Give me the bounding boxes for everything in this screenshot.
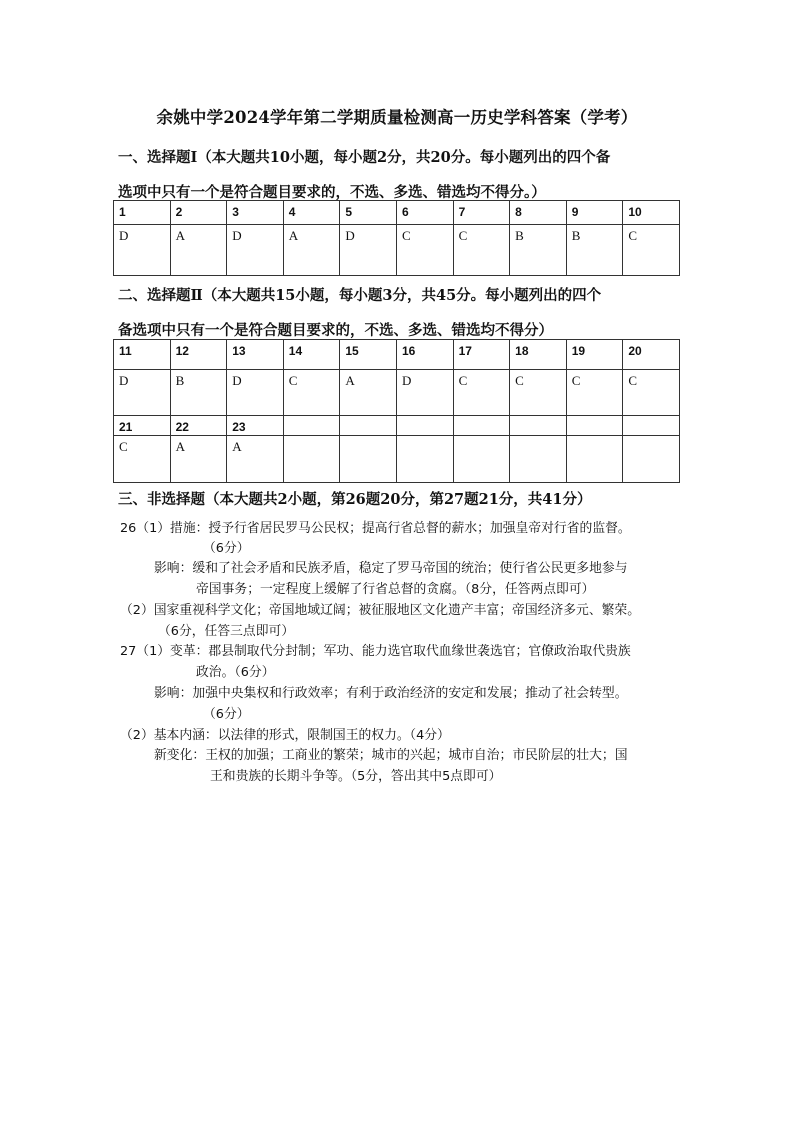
answer-cell: A bbox=[340, 370, 397, 416]
section2-line2: 备选项中只有一个是符合题目要求的，不选、多选、错选均不得分） bbox=[118, 322, 553, 339]
empty-cell bbox=[566, 436, 623, 483]
section3-heading: 三、非选择题（本大题共2小题，第26题20分，第27题21分，共41分） bbox=[118, 491, 592, 508]
question-number: 20 bbox=[623, 340, 680, 370]
answer-cell: C bbox=[623, 225, 680, 276]
question-number: 6 bbox=[396, 201, 453, 225]
question-number: 9 bbox=[566, 201, 623, 225]
empty-cell bbox=[623, 416, 680, 436]
question-number: 22 bbox=[170, 416, 227, 436]
empty-cell bbox=[566, 416, 623, 436]
question-number: 7 bbox=[453, 201, 510, 225]
question-number: 10 bbox=[623, 201, 680, 225]
answer-line-27-2: （2）基本内涵：以法律的形式，限制国王的权力。（4分） bbox=[120, 728, 450, 743]
answer-cell: B bbox=[566, 225, 623, 276]
answer-cell: D bbox=[340, 225, 397, 276]
answer-cell: A bbox=[170, 436, 227, 483]
answer-cell: D bbox=[227, 225, 284, 276]
empty-cell bbox=[340, 416, 397, 436]
section1-line2: 选项中只有一个是符合题目要求的，不选、多选、错选均不得分。） bbox=[118, 184, 546, 201]
question-number: 18 bbox=[510, 340, 567, 370]
answer-line-27-1: 27（1）变革：郡县制取代分封制；军功、能力选官取代血缘世袭选官；官僚政治取代贵族 bbox=[120, 644, 631, 659]
page-title: 余姚中学2024学年第二学期质量检测高一历史学科答案（学考） bbox=[156, 108, 638, 127]
section1-line1: 一、选择题Ⅰ（本大题共10小题，每小题2分，共20分。每小题列出的四个备 bbox=[118, 149, 611, 166]
answer-line-26-1-score: （6分） bbox=[203, 541, 250, 556]
answer-cell: A bbox=[227, 436, 284, 483]
empty-cell bbox=[510, 436, 567, 483]
empty-cell bbox=[453, 436, 510, 483]
answer-cell: B bbox=[510, 225, 567, 276]
question-number: 15 bbox=[340, 340, 397, 370]
answer-cell: A bbox=[170, 225, 227, 276]
answer-line-26-1: 26（1）措施：授予行省居民罗马公民权；提高行省总督的薪水；加强皇帝对行省的监督。 bbox=[120, 521, 631, 536]
answer-line-26-2-score: （6分，任答三点即可） bbox=[158, 624, 295, 639]
answer-line-27-2-changes-cont: 王和贵族的长期斗争等。（5分，答出其中5点即可） bbox=[210, 769, 502, 784]
empty-cell bbox=[340, 436, 397, 483]
question-number: 11 bbox=[114, 340, 171, 370]
answer-cell: C bbox=[623, 370, 680, 416]
question-number: 12 bbox=[170, 340, 227, 370]
answer-line-27-2-changes: 新变化：王权的加强；工商业的繁荣；城市的兴起；城市自治；市民阶层的壮大；国 bbox=[154, 748, 628, 763]
answer-cell: D bbox=[396, 370, 453, 416]
question-number: 14 bbox=[283, 340, 340, 370]
empty-cell bbox=[283, 436, 340, 483]
section1-instructions bbox=[118, 146, 698, 202]
section2-line1: 二、选择题Ⅱ（本大题共15小题，每小题3分，共45分。每小题列出的四个 bbox=[118, 287, 602, 304]
question-number: 13 bbox=[227, 340, 284, 370]
answer-line-27-1-cont: 政治。（6分） bbox=[196, 665, 275, 680]
question-number: 21 bbox=[114, 416, 171, 436]
question-number: 8 bbox=[510, 201, 567, 225]
empty-cell bbox=[396, 436, 453, 483]
answer-cell: D bbox=[227, 370, 284, 416]
question-number: 23 bbox=[227, 416, 284, 436]
empty-cell bbox=[510, 416, 567, 436]
answer-cell: C bbox=[453, 225, 510, 276]
answer-line-26-impact-cont: 帝国事务；一定程度上缓解了行省总督的贪腐。（8分，任答两点即可） bbox=[196, 582, 595, 597]
section2-instructions bbox=[118, 284, 698, 340]
answer-cell: C bbox=[510, 370, 567, 416]
question-number: 4 bbox=[283, 201, 340, 225]
answer-cell: C bbox=[283, 370, 340, 416]
answer-cell: C bbox=[114, 436, 171, 483]
answer-line-27-impact-score: （6分） bbox=[203, 707, 250, 722]
empty-cell bbox=[283, 416, 340, 436]
question-number: 19 bbox=[566, 340, 623, 370]
answer-table-1 bbox=[113, 200, 680, 276]
question-number: 2 bbox=[170, 201, 227, 225]
answer-cell: C bbox=[566, 370, 623, 416]
answer-table-2 bbox=[113, 339, 680, 483]
answer-line-26-impact: 影响：缓和了社会矛盾和民族矛盾，稳定了罗马帝国的统治；使行省公民更多地参与 bbox=[154, 561, 628, 576]
question-number: 3 bbox=[227, 201, 284, 225]
answer-cell: B bbox=[170, 370, 227, 416]
answer-cell: D bbox=[114, 225, 171, 276]
empty-cell bbox=[396, 416, 453, 436]
empty-cell bbox=[623, 436, 680, 483]
empty-cell bbox=[453, 416, 510, 436]
question-number: 5 bbox=[340, 201, 397, 225]
answer-line-26-2: （2）国家重视科学文化；帝国地域辽阔；被征服地区文化遗产丰富；帝国经济多元、繁荣。 bbox=[120, 603, 641, 618]
answer-cell: C bbox=[396, 225, 453, 276]
answer-cell: C bbox=[453, 370, 510, 416]
question-number: 1 bbox=[114, 201, 171, 225]
question-number: 16 bbox=[396, 340, 453, 370]
answer-line-27-impact: 影响：加强中央集权和行政效率；有利于政治经济的安定和发展；推动了社会转型。 bbox=[154, 686, 628, 701]
question-number: 17 bbox=[453, 340, 510, 370]
answer-cell: D bbox=[114, 370, 171, 416]
answer-cell: A bbox=[283, 225, 340, 276]
